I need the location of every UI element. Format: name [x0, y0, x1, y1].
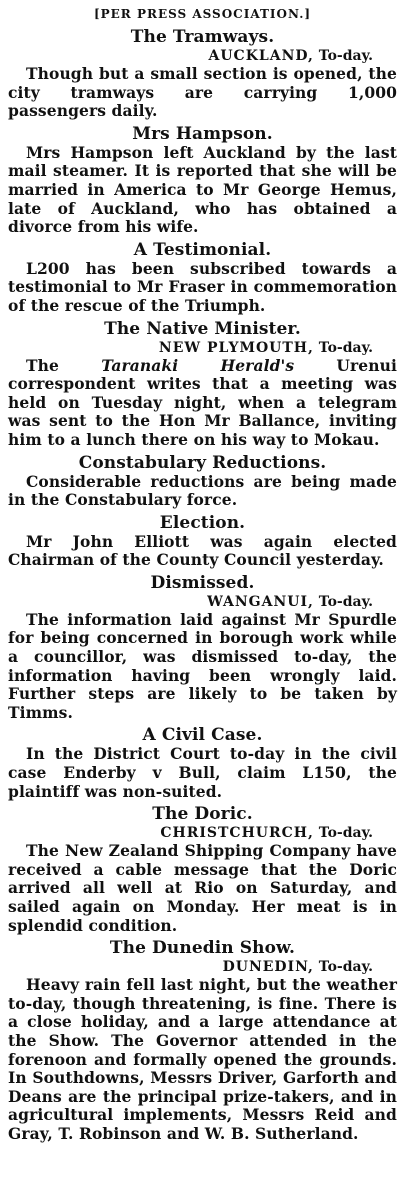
headline: The Dunedin Show.: [109, 938, 296, 959]
story-body: L200 has been subscribed towards a testimonial to Mr Fraser in commemoration of the rescue of the Triumph.: [8, 258, 397, 315]
story-body: The New Zealand Shipping Company have received a cable message that the Doric arrived all well at Rio on Saturday, and sailed again on Monday. Her meat is in splendid condition.: [8, 841, 397, 935]
dateline-place: NEW PLYMOUTH,: [158, 339, 314, 356]
headline: Mrs Hampson.: [132, 123, 273, 144]
story-dunedin-show: [8, 938, 397, 1143]
dateline-time: To-day.: [318, 48, 373, 64]
story-tramways: [8, 27, 397, 121]
story-constabulary: [8, 453, 397, 510]
story-dismissed: [8, 573, 397, 723]
headline: Constabulary Reductions.: [78, 452, 327, 473]
dateline-time: To-day.: [318, 825, 373, 842]
headline: Dismissed.: [150, 572, 255, 593]
newspaper-title: Taranaki Herald's: [101, 355, 295, 375]
story-body: The information laid against Mr Spurdle for being concerned in borough work while a councillor, was dismissed to-day, the information having been wrongly laid. Further steps are likely to be taken by Timms.: [8, 609, 397, 722]
story-testimonial: [8, 240, 397, 316]
dateline: [8, 824, 397, 842]
story-body: Mr John Elliott was again elected Chairman of the County Council yesterday.: [8, 531, 397, 570]
story-body: [8, 357, 397, 450]
dateline: [8, 593, 397, 611]
press-association-header: [PER PRESS ASSOCIATION.]: [93, 7, 312, 21]
story-mrs-hampson: [8, 124, 397, 237]
dateline-time: To-day.: [318, 959, 373, 976]
story-native-minister: [8, 319, 397, 450]
story-election: [8, 513, 397, 570]
dateline-time: To-day.: [318, 593, 373, 610]
dateline-place: AUCKLAND,: [208, 48, 314, 64]
dateline-time: To-day.: [318, 339, 373, 356]
headline: A Testimonial.: [133, 239, 272, 260]
dateline-place: WANGANUI,: [207, 593, 314, 610]
dateline-place: CHRISTCHURCH,: [160, 825, 314, 842]
headline: Election.: [159, 512, 246, 533]
headline: The Doric.: [152, 804, 253, 825]
story-body-prefix: The: [26, 355, 102, 375]
headline: The Native Minister.: [104, 318, 301, 339]
headline: A Civil Case.: [142, 725, 263, 746]
story-body: Mrs Hampson left Auckland by the last mail steamer. It is reported that she will be married in America to Mr George Hemus, late of Auckland, who has obtained a divorce from his wife.: [8, 142, 397, 237]
dateline-place: DUNEDIN,: [222, 959, 314, 976]
headline: The Tramways.: [130, 27, 275, 47]
dateline: [8, 339, 397, 357]
story-body: Though but a small section is opened, the city tramways are carrying 1,000 passengers daily.: [8, 64, 397, 121]
story-civil-case: [8, 725, 397, 801]
story-body: Heavy rain fell last night, but the weather to-day, though threatening, is fine. There is a close holiday, and a large attendance at the Show. The Governor attended in the forenoon and formally opened the grounds. In Southdowns, Messrs Driver, Garforth and Deans are the principal prize-takers, and in agricultural implements, Messrs Reid and Gray, T. Robinson and W. B. Sutherland.: [8, 975, 397, 1143]
dateline: [8, 958, 397, 976]
dateline: [8, 47, 397, 65]
story-doric: [8, 804, 397, 935]
story-body: In the District Court to-day in the civil case Enderby v Bull, claim L150, the plaintiff was non-suited.: [8, 744, 397, 801]
story-body-rest: Urenui correspondent writes that a meeting was held on Tuesday night, when a telegram was sent to the Hon Mr Ballance, inviting him to a lunch there on his way to Mokau.: [8, 355, 397, 449]
story-body: Considerable reductions are being made in the Constabulary force.: [8, 471, 397, 510]
